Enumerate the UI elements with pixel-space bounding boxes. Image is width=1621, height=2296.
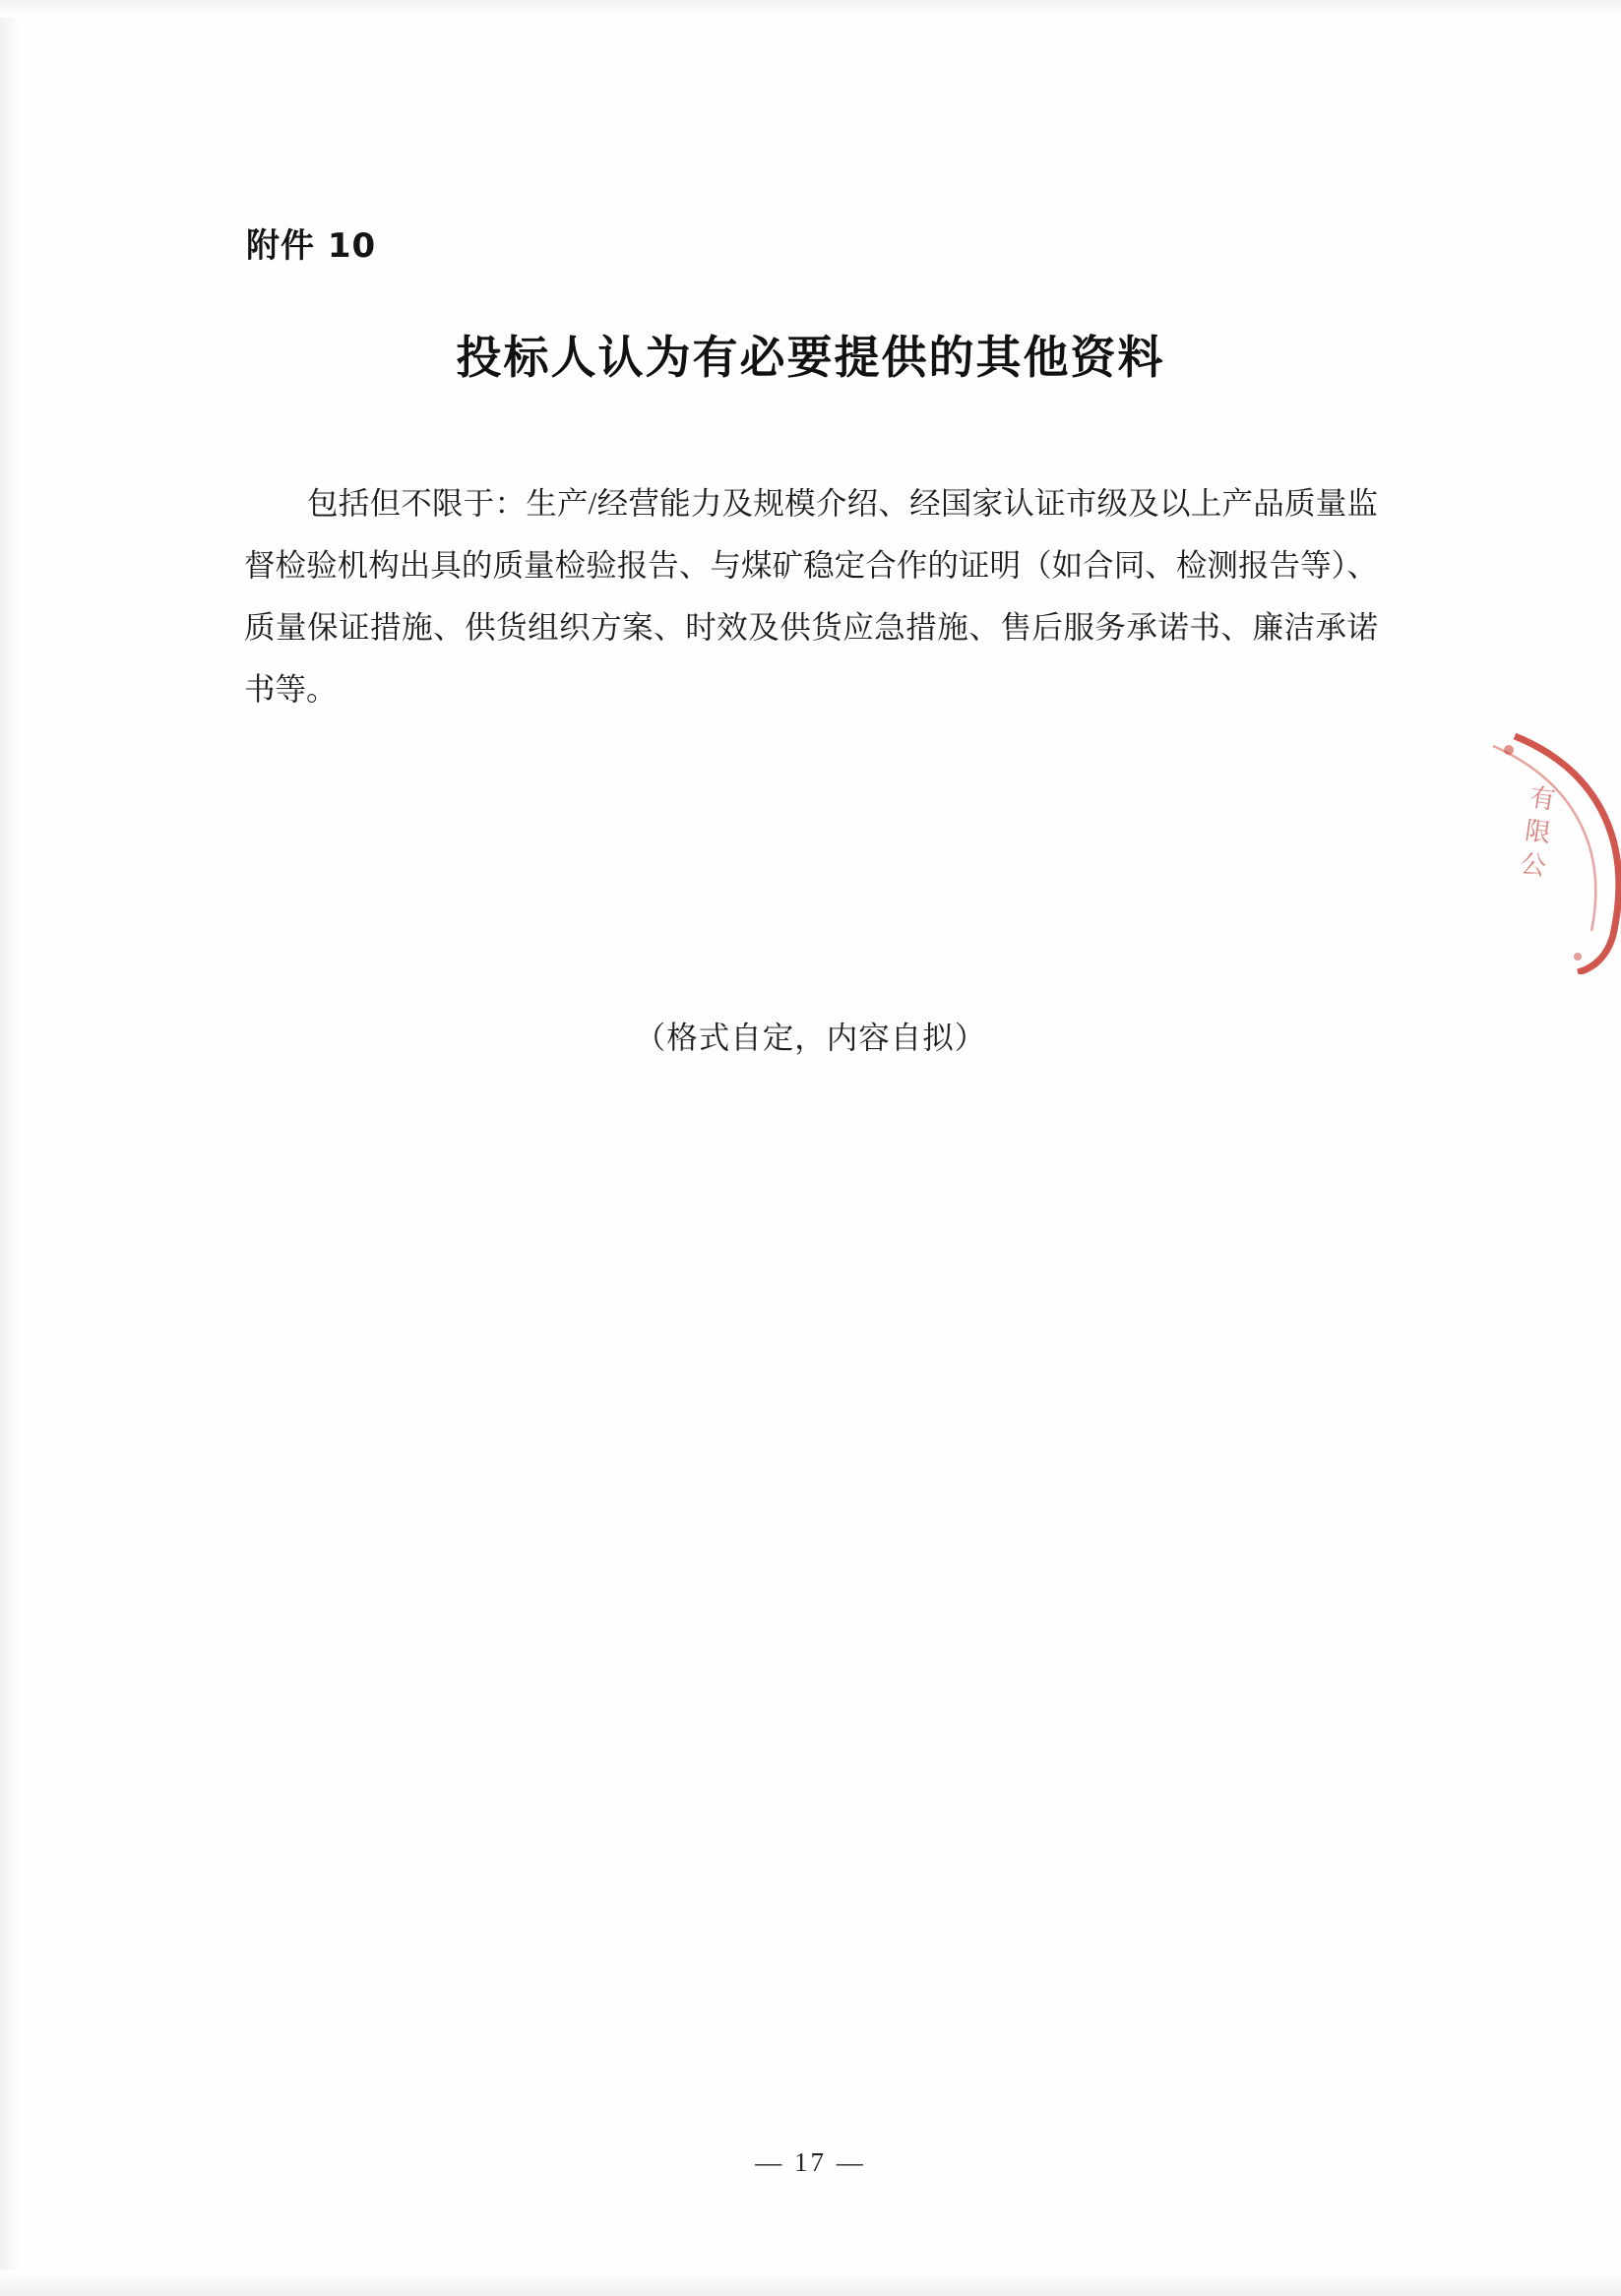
page-title: 投标人认为有必要提供的其他资料 [456,330,1165,384]
paper-edge-shading-top [0,0,1621,18]
paper-edge-shading-bottom [0,2270,1621,2296]
seal-text: 有限公 [1518,782,1559,883]
format-note: （格式自定，内容自拟） [634,1021,987,1055]
body-paragraph: 包括但不限于：生产/经营能力及规模介绍、经国家认证市级及以上产品质量监督检验机构出具的质量检验报告、与煤矿稳定合作的证明（如合同、检测报告等）、质量保证措施、供货组织方案、时效及供货应急措施、售后服务承诺书、廉洁承诺书等。 [244,485,1378,707]
page-number: — 17 — [755,2147,866,2177]
official-seal-icon [1475,728,1621,974]
attachment-label: 附件 10 [246,226,377,266]
